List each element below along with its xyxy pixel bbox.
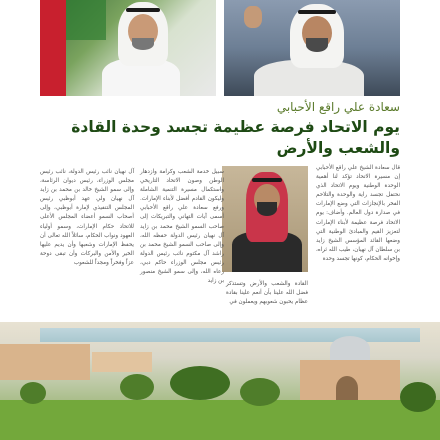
palace-photo [0,322,440,440]
headline-line-2: والشعب والأرض [276,139,400,157]
beard [257,202,277,216]
article-column-3: سبيل خدمة الشعب وكرامة وازدهار الوطن وصون الاتحاد التاريخي واستكمال مسيرة التنمية الشاملة وليكون القادم أفضل لأبناء الإمارات. ورفع سعادة علي راقع الأحبابي أسمى آيات التهاني والتبريكات إلى صاحب السمو الشيخ محمد بن زايد آل نهيان رئيس الدولة حفظه الله، وإلى صاحب السمو الشيخ محمد بن راشد آل مكتوم نائب رئيس الدولة رئيس مجلس الوزراء حاكم دبي، رعاه الله، وإلى سمو الشيخ منصور بن زايد [140,169,224,285]
hotel-wing-mid [92,352,152,372]
headline-line-1: يوم الاتحاد فرصة عظيمة تجسد وحدة القادة [71,118,400,136]
agal [298,10,336,14]
tree [240,378,280,406]
tree [120,374,154,400]
hotel-wing-left [0,344,90,380]
article-kicker: سعادة علي راقع الأحبابي [276,100,400,114]
article-headline [40,117,400,159]
article-column-1: قال سعادة الشيخ علي راقع الأحبابي إن مسيرة الاتحاد تؤكد لنا أهمية الوحدة الوطنية ويوم الاتحاد الذي نحتفل تجسد راية والوحدة والتلاحم الفخر بالإنجازات التي وضع الإمارات في صدارة دول العالم. وأضاف: يوم الاتحاد فرصة عظيمة لأبناء الإمارات لتعزيز القيم والمبادئ الوطنية التي وضعها القائد المؤسس الشيخ زايد بن سلطان آل نهيان، طيب الله ثراه، وإخوانه الحكام، كونها تجسد وحدة [316,165,400,262]
article-column-4: آل نهيان نائب رئيس الدولة، نائب رئيس مجلس الوزراء، رئيس ديوان الرئاسة، وإلى سمو الشيخ خالد بن محمد بن زايد آل نهيان ولي عهد أبوظبي رئيس المجلس التنفيذي لإمارة أبوظبي، وإلى أصحاب السمو أعضاء المجلس الأعلى للاتحاد حكام الإمارات، وسمو أولياء العهود ونواب الحكام، سائلاً الله تعالى أن يحفظ الإمارات وشعبها وأن يديم عليها الخير والأمن والبركات وأن تبقى دوحة عزاً وفخراً ومجداً للشعوب [40,169,134,266]
article-column-2: القادة والشعب والأرض وتستذكر فضل الله علينا بأن أنعم علينا بقادة عظام يحبون شعوبهم ويعملون في [226,281,308,306]
raised-hand [244,6,262,28]
flag-green-band [66,0,106,40]
tree [170,366,230,400]
agal [252,178,282,182]
beard [306,38,328,52]
lawn [0,400,440,440]
founder-photo [224,0,400,96]
author-photo [222,166,308,272]
flag-red-band [40,0,66,96]
tree [400,382,436,412]
beard [132,38,154,50]
leader-photo [40,0,216,96]
agal [126,8,160,12]
palace-dome [330,336,370,362]
tree [20,382,46,404]
palace-arch [336,376,358,400]
